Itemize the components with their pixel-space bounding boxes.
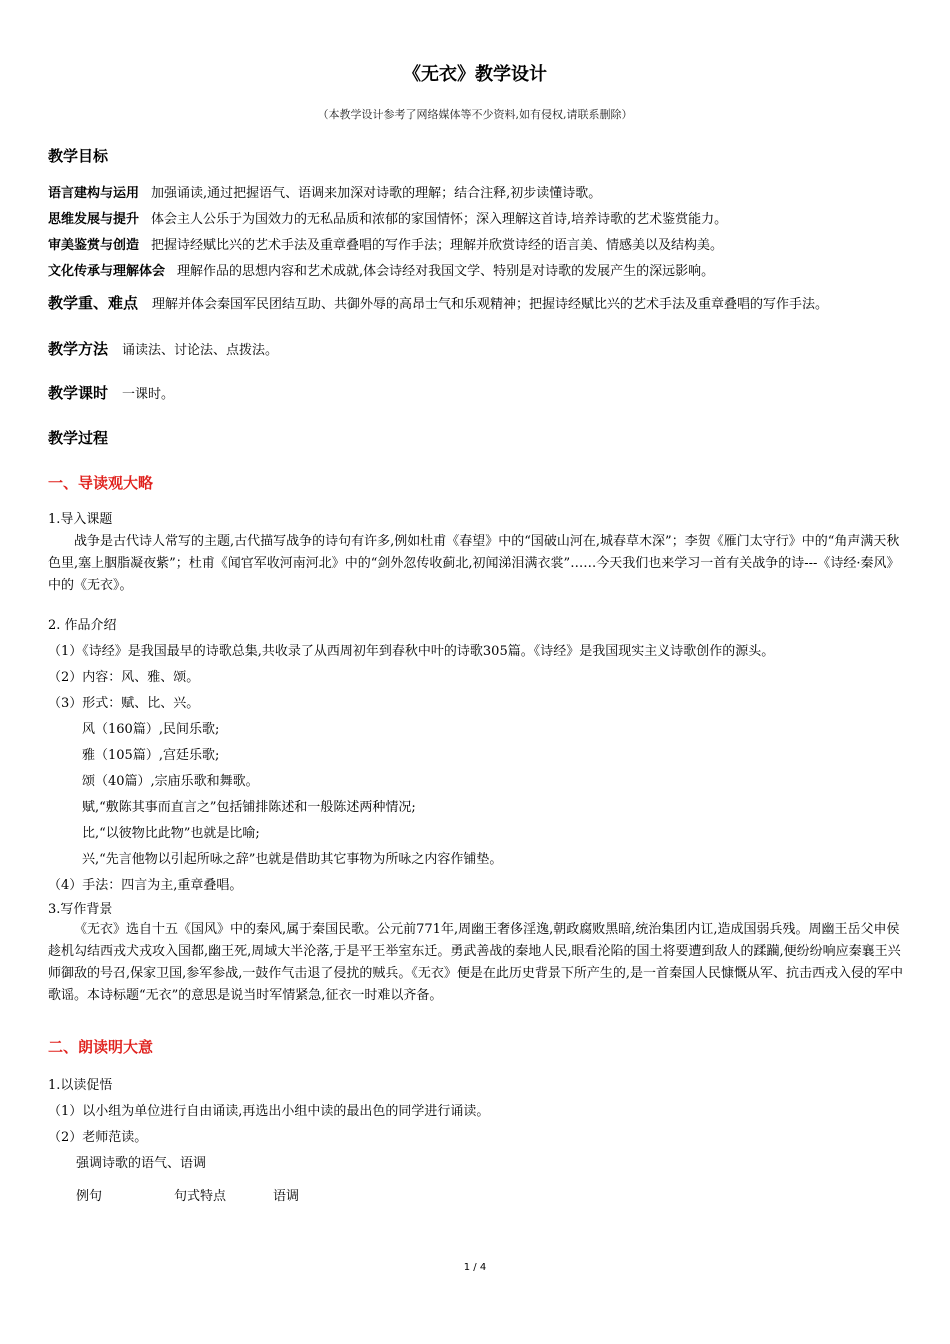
section2-heading: 二、朗读明大意	[48, 1038, 154, 1056]
work-subitem: 颂（40篇）,宗庙乐歌和舞歌。	[82, 774, 259, 789]
section1-heading: 一、导读观大略	[48, 474, 154, 492]
method-heading: 教学方法	[48, 340, 109, 358]
goal-text: 体会主人公乐于为国效力的无私品质和浓郁的家国情怀；深入理解这首诗,培养诗歌的艺术鉴赏能力。	[151, 212, 728, 227]
work-label: 2. 作品介绍	[48, 618, 117, 633]
column-header: 语调	[273, 1189, 300, 1204]
goal-label: 审美鉴赏与创造	[48, 238, 140, 253]
hours-text: 一课时。	[122, 387, 175, 402]
goal-text: 把握诗经赋比兴的艺术手法及重章叠唱的写作手法；理解并欣赏诗经的语言美、情感美以及结构美。	[151, 238, 724, 253]
goal-item	[48, 260, 714, 279]
page-title: 《无衣》教学设计	[403, 64, 547, 85]
goal-label: 语言建构与运用	[48, 186, 140, 201]
work-item: （2）内容：风、雅、颂。	[48, 670, 200, 685]
method-text: 诵读法、讨论法、点拨法。	[122, 343, 279, 358]
work-item: （3）形式：赋、比、兴。	[48, 696, 200, 711]
work-subitem: 雅（105篇）,宫廷乐歌;	[82, 748, 220, 763]
step-item: 1.以读促悟	[48, 1078, 113, 1093]
page-number: 1 / 4	[463, 1262, 487, 1273]
step-item: （2）老师范读。	[48, 1130, 148, 1145]
process-heading: 教学过程	[48, 429, 109, 447]
method	[48, 338, 278, 359]
step-item: 强调诗歌的语气、语调	[76, 1156, 207, 1171]
hours	[48, 382, 174, 403]
key-points-heading: 教学重、难点	[48, 294, 139, 312]
hours-heading: 教学课时	[48, 384, 109, 402]
column-header: 例句	[76, 1189, 103, 1204]
work-subitem: 比,“以彼物比此物”也就是比喻;	[82, 826, 260, 841]
goal-item	[48, 234, 723, 253]
copyright-note: （本教学设计参考了网络媒体等不少资料,如有侵权,请联系删除）	[317, 108, 633, 121]
work-subitem: 兴,“先言他物以引起所咏之辞”也就是借助其它事物为所咏之内容作铺垫。	[82, 852, 503, 867]
work-subitem: 赋,“敷陈其事而直言之”包括铺排陈述和一般陈述两种情况;	[82, 800, 416, 815]
work-subitem: 风（160篇）,民间乐歌;	[82, 722, 220, 737]
key-points	[48, 292, 828, 313]
goal-label: 文化传承与理解体会	[48, 264, 166, 279]
step-item: （1）以小组为单位进行自由诵读,再选出小组中读的最出色的同学进行诵读。	[48, 1104, 490, 1119]
key-points-text: 理解并体会秦国军民团结互助、共御外辱的高昂士气和乐观精神；把握诗经赋比兴的艺术手法及重章叠唱的写作手法。	[152, 297, 829, 312]
goals-heading: 教学目标	[48, 147, 109, 165]
goal-text: 加强诵读,通过把握语气、语调来加深对诗歌的理解；结合注释,初步读懂诗歌。	[151, 186, 602, 201]
goal-label: 思维发展与提升	[48, 212, 140, 227]
work-item: （4）手法：四言为主,重章叠唱。	[48, 878, 243, 893]
background-text: 《无衣》选自十五《国风》中的秦风,属于秦国民歌。公元前771年,周幽王奢侈淫逸,朝政腐败黑暗,统治集团内讧,造成国弱兵残。周幽王岳父申侯趁机勾结西戎犬戎攻入国都,幽王死,周域大半沦落,于是平王举室东迁。勇武善战的秦地人民,眼看沦陷的国土将要遭到敌人的蹂躏,便纷纷响应秦襄王兴师御敌的号召,保家卫国,参军参战,一鼓作气击退了侵扰的贼兵。《无衣》便是在此历史背景下所产生的,是一首秦国人民慷慨从军、抗击西戎入侵的军中歌谣。本诗标题“无衣”的意思是说当时军情紧急,征衣一时难以齐备。	[48, 922, 904, 1003]
background-label: 3.写作背景	[48, 902, 113, 917]
column-header: 句式特点	[174, 1189, 227, 1204]
goal-item	[48, 182, 601, 201]
work-item: （1）《诗经》是我国最早的诗歌总集,共收录了从西周初年到春秋中叶的诗歌305篇。《诗经》是我国现实主义诗歌创作的源头。	[48, 644, 775, 659]
intro-text: 战争是古代诗人常写的主题,古代描写战争的诗句有许多,例如杜甫《春望》中的“国破山河在,城春草木深”；李贺《雁门太守行》中的“角声满天秋色里,塞上胭脂凝夜紫”；杜甫《闻官军收河南河北》中的“剑外忽传收蓟北,初闻涕泪满衣裳”……今天我们也来学习一首有关战争的诗---《诗经·秦风》中的《无衣》。	[48, 534, 900, 593]
goal-item	[48, 208, 727, 227]
intro-label: 1.导入课题	[48, 512, 113, 527]
goal-text: 理解作品的思想内容和艺术成就,体会诗经对我国文学、特别是对诗歌的发展产生的深远影响。	[177, 264, 715, 279]
